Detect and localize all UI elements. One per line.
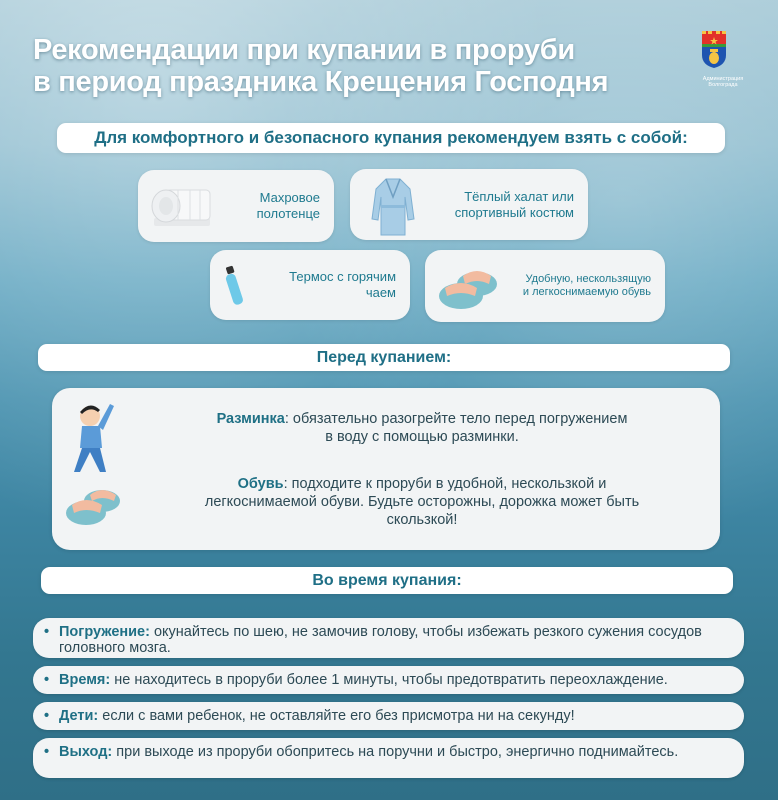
item-text: при выходе из проруби обопритесь на поручни и быстро, энергично поднимайтесь. [112,744,679,760]
item-label: Термос с горячим чаем [289,269,396,300]
item-text: окунайтесь по шею, не замочив голову, чтобы избежать резкого сужения сосудов головного мозга. [59,624,702,656]
item-label: Тёплый халат или спортивный костюм [454,188,574,220]
bathrobe-icon [358,172,428,238]
item-label: Дети: [59,708,99,724]
towel-icon [146,176,216,236]
thermos-icon [218,255,268,315]
list-item-time [33,666,744,694]
during-section-heading: Во время купания: [41,567,733,594]
logo-caption: Администрация Волгограда [702,76,744,88]
bullet: • [44,744,50,760]
item-card-thermos [210,250,410,320]
volgograd-administration-logo [700,29,746,88]
bullet: • [44,672,50,688]
tip-label: Разминка [216,411,285,427]
list-item-immersion [33,618,744,658]
item-text: если с вами ребенок, не оставляйте его без присмотра ни на секунду! [98,708,575,724]
list-item-exit [33,738,744,778]
before-section-heading: Перед купанием: [38,344,730,371]
item-label: Выход: [59,744,113,760]
slippers-icon [433,256,503,316]
item-card-towel [138,170,334,242]
warmup-tip: Разминка: обязательно разогрейте тело перед погружением в воду с помощью разминки. [216,411,628,445]
item-label: Махровое полотенце [256,190,320,221]
item-text: не находитесь в проруби более 1 минуты, чтобы предотвратить переохлаждение. [110,672,668,688]
page-title [33,34,608,98]
slippers-icon [64,481,122,529]
coat-of-arms-icon [700,29,728,69]
bullet: • [44,624,50,640]
item-card-slippers [425,250,665,322]
list-item-children [33,702,744,730]
item-card-bathrobe [350,169,588,240]
tip-label: Обувь [237,476,284,492]
title-line-1: Рекомендации при купании в проруби [33,34,575,66]
title-line-2: в период праздника Крещения Господня [33,66,609,98]
item-label: Время: [59,672,111,688]
item-label: Погружение: [59,624,150,640]
stretching-person-icon [70,396,120,474]
bullet: • [44,708,50,724]
item-label: Удобную, нескользящую и легкоснимаемую обувь [522,273,651,298]
footwear-tip: Обувь: подходите к проруби в удобной, нескользкой и легкоснимаемой обуви. Будьте осторожны, дорожка может быть скользкой! [204,476,640,528]
bring-section-heading: Для комфортного и безопасного купания рекомендуем взять с собой: [57,123,725,153]
before-bathing-card [52,388,720,550]
